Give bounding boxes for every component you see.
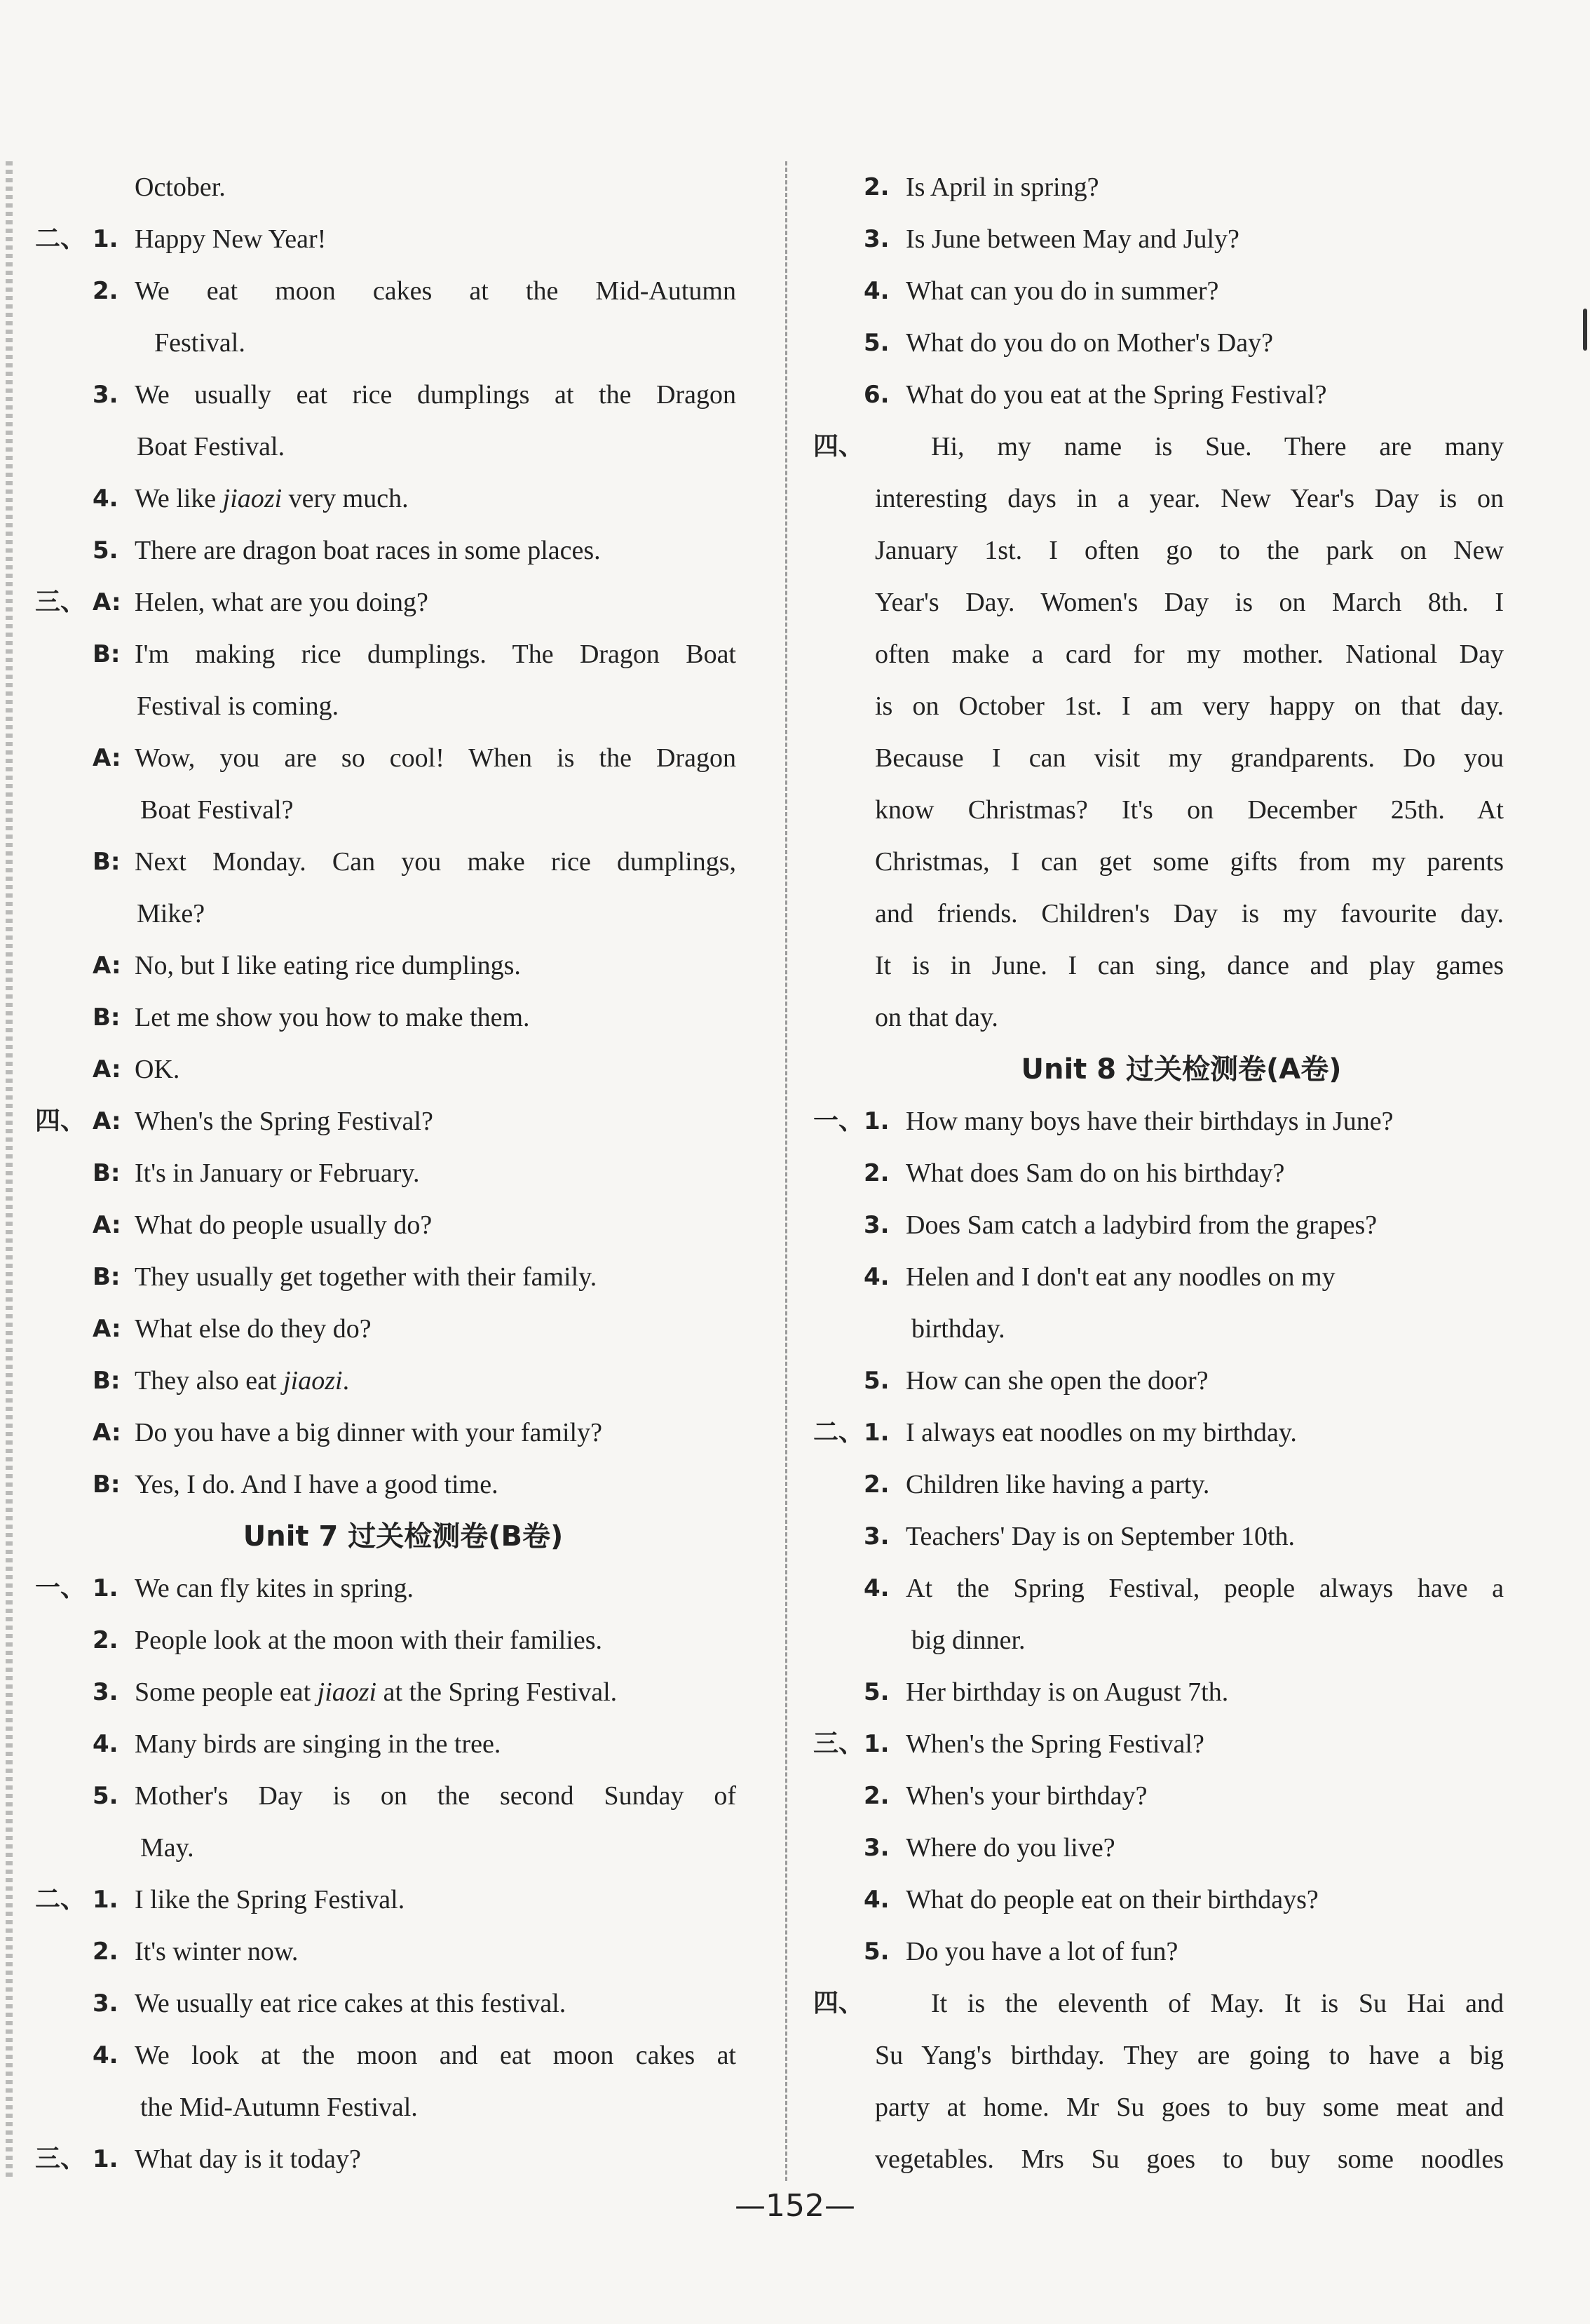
item-number: B: bbox=[93, 640, 121, 668]
answer-line bbox=[813, 1251, 1549, 1303]
answer-text: When's the Spring Festival? bbox=[906, 1729, 1204, 1759]
page-number: —152— bbox=[735, 2188, 855, 2224]
answer-text: OK. bbox=[135, 1055, 180, 1084]
answer-line bbox=[813, 421, 1549, 473]
answer-line bbox=[35, 576, 771, 628]
item-number: 5. bbox=[93, 536, 118, 565]
answer-text: often make a card for my mother. National Day bbox=[875, 640, 1504, 669]
answer-text: know Christmas? It's on December 25th. At bbox=[875, 795, 1504, 825]
answer-line bbox=[813, 1770, 1549, 1822]
item-number: 3. bbox=[864, 1522, 890, 1551]
column-divider bbox=[785, 161, 787, 2181]
item-number: A: bbox=[93, 588, 121, 616]
answer-line bbox=[35, 940, 771, 992]
answer-text: Let me show you how to make them. bbox=[135, 1003, 530, 1032]
answer-text: What do people eat on their birthdays? bbox=[906, 1885, 1319, 1914]
item-number: 5. bbox=[93, 1782, 118, 1810]
answer-text: vegetables. Mrs Su goes to buy some noodles bbox=[875, 2144, 1504, 2174]
answer-text: Helen and I don't eat any noodles on my bbox=[906, 1262, 1336, 1292]
answer-text: Some people eat jiaozi at the Spring Festival. bbox=[135, 1677, 618, 1707]
item-number: B: bbox=[93, 1004, 121, 1032]
item-number: B: bbox=[93, 1263, 121, 1291]
section-marker: 三、 bbox=[813, 1729, 864, 1758]
answer-line bbox=[35, 1147, 771, 1199]
answer-text: What else do they do? bbox=[135, 1314, 372, 1344]
section-marker: 三、 bbox=[35, 588, 86, 616]
answer-line bbox=[35, 1199, 771, 1251]
item-number: B: bbox=[93, 1367, 121, 1395]
item-number: 5. bbox=[864, 1938, 890, 1966]
answer-line bbox=[813, 1718, 1549, 1770]
item-number: 4. bbox=[864, 1574, 890, 1602]
item-number: 5. bbox=[864, 329, 890, 357]
item-number: 6. bbox=[864, 381, 890, 409]
item-number: B: bbox=[93, 1471, 121, 1499]
answer-line bbox=[35, 1874, 771, 1926]
section-marker: 一、 bbox=[35, 1574, 86, 1602]
section-marker: 二、 bbox=[35, 224, 86, 253]
answer-line bbox=[813, 1147, 1549, 1199]
answer-text: interesting days in a year. New Year's Day is on bbox=[875, 484, 1504, 513]
answer-text: Do you have a lot of fun? bbox=[906, 1937, 1178, 1966]
continuation-line bbox=[813, 628, 1549, 680]
continuation-line bbox=[813, 940, 1549, 992]
answer-text: birthday. bbox=[911, 1314, 1005, 1344]
answer-line bbox=[35, 1407, 771, 1459]
answer-text: What does Sam do on his birthday? bbox=[906, 1158, 1285, 1188]
edge-mark bbox=[1583, 309, 1587, 351]
answer-text: Wow, you are so cool! When is the Dragon bbox=[135, 743, 736, 773]
answer-text: We look at the moon and eat moon cakes at bbox=[135, 2041, 736, 2070]
answer-line bbox=[35, 1770, 771, 1822]
answer-text: Boat Festival. bbox=[137, 432, 285, 461]
answer-line bbox=[813, 317, 1549, 369]
answer-text: Teachers' Day is on September 10th. bbox=[906, 1522, 1296, 1551]
answer-line bbox=[35, 1614, 771, 1666]
answer-text: Year's Day. Women's Day is on March 8th. I bbox=[875, 588, 1504, 617]
item-number: 4. bbox=[864, 277, 890, 305]
answer-line bbox=[813, 1822, 1549, 1874]
section-marker: 四、 bbox=[35, 1107, 86, 1135]
answer-line bbox=[813, 1978, 1549, 2029]
answer-text: We eat moon cakes at the Mid-Autumn bbox=[135, 276, 736, 306]
answer-text: Christmas, I can get some gifts from my parents bbox=[875, 847, 1504, 877]
continuation-line bbox=[813, 732, 1549, 784]
item-number: 3. bbox=[864, 225, 890, 253]
answer-line bbox=[813, 1511, 1549, 1562]
answer-line bbox=[35, 369, 771, 421]
item-number: 2. bbox=[864, 1782, 890, 1810]
answer-text: Boat Festival? bbox=[140, 795, 294, 825]
answer-text: It is in June. I can sing, dance and play games bbox=[875, 951, 1504, 980]
answer-line bbox=[813, 1355, 1549, 1407]
answer-line bbox=[813, 1407, 1549, 1459]
answer-text: October. bbox=[135, 173, 226, 202]
unit-heading: Unit 8 过关检测卷(A卷) bbox=[1021, 1053, 1342, 1086]
answer-line bbox=[813, 1199, 1549, 1251]
item-number: 1. bbox=[93, 1574, 118, 1602]
continuation-line bbox=[813, 1614, 1549, 1666]
answer-line bbox=[35, 1043, 771, 1095]
answer-text: At the Spring Festival, people always have a bbox=[906, 1574, 1504, 1603]
answer-text: Mike? bbox=[137, 899, 205, 928]
answer-text: Hi, my name is Sue. There are many bbox=[931, 432, 1504, 461]
answer-line bbox=[35, 213, 771, 265]
answer-text: is on October 1st. I am very happy on that day. bbox=[875, 691, 1504, 721]
answer-line bbox=[35, 836, 771, 888]
item-number: 4. bbox=[864, 1263, 890, 1291]
right-column bbox=[813, 161, 1549, 2185]
item-number: 2. bbox=[864, 1159, 890, 1187]
item-number: 1. bbox=[93, 2145, 118, 2173]
item-number: A: bbox=[93, 952, 121, 980]
continuation-line bbox=[35, 421, 771, 473]
answer-line bbox=[35, 992, 771, 1043]
answer-text: How can she open the door? bbox=[906, 1366, 1209, 1396]
answer-text: Does Sam catch a ladybird from the grapes? bbox=[906, 1210, 1378, 1240]
answer-text: Next Monday. Can you make rice dumplings, bbox=[135, 847, 736, 877]
continuation-line bbox=[813, 2081, 1549, 2133]
answer-line bbox=[35, 1095, 771, 1147]
answer-line bbox=[813, 265, 1549, 317]
answer-line bbox=[35, 2029, 771, 2081]
continuation-line bbox=[813, 836, 1549, 888]
answer-text: What do people usually do? bbox=[135, 1210, 433, 1240]
answer-line bbox=[35, 1926, 771, 1978]
answer-text: Children like having a party. bbox=[906, 1470, 1210, 1499]
item-number: A: bbox=[93, 1315, 121, 1343]
continuation-line bbox=[35, 888, 771, 940]
item-number: 3. bbox=[93, 1989, 118, 2018]
answer-text: They also eat jiaozi. bbox=[135, 1366, 350, 1396]
answer-line bbox=[35, 2133, 771, 2185]
answer-line bbox=[35, 1666, 771, 1718]
item-number: 4. bbox=[864, 1886, 890, 1914]
continuation-line bbox=[813, 680, 1549, 732]
answer-text: Is April in spring? bbox=[906, 173, 1099, 202]
item-number: 1. bbox=[864, 1107, 890, 1135]
answer-line bbox=[35, 1303, 771, 1355]
answer-line bbox=[813, 1874, 1549, 1926]
answer-text: Where do you live? bbox=[906, 1833, 1115, 1863]
answer-text: How many boys have their birthdays in June? bbox=[906, 1107, 1394, 1136]
answer-text: We usually eat rice dumplings at the Dragon bbox=[135, 380, 736, 410]
answer-text: Because I can visit my grandparents. Do you bbox=[875, 743, 1504, 773]
answer-line bbox=[813, 1095, 1549, 1147]
answer-line bbox=[35, 1562, 771, 1614]
answer-text: We can fly kites in spring. bbox=[135, 1574, 414, 1603]
item-number: 5. bbox=[864, 1678, 890, 1706]
item-number: 5. bbox=[864, 1367, 890, 1395]
answer-text: Festival. bbox=[154, 328, 245, 358]
continuation-line bbox=[813, 888, 1549, 940]
item-number: 1. bbox=[864, 1730, 890, 1758]
answer-line bbox=[35, 525, 771, 576]
item-number: 2. bbox=[864, 173, 890, 201]
answer-line bbox=[35, 732, 771, 784]
continuation-line bbox=[35, 317, 771, 369]
continuation-line bbox=[813, 2133, 1549, 2185]
answer-text: and friends. Children's Day is my favourite day. bbox=[875, 899, 1504, 928]
answer-text: It's winter now. bbox=[135, 1937, 299, 1966]
continuation-line bbox=[35, 1822, 771, 1874]
answer-text: Yes, I do. And I have a good time. bbox=[135, 1470, 498, 1499]
binding-border bbox=[6, 161, 13, 2181]
continuation-line bbox=[813, 473, 1549, 525]
answer-line bbox=[35, 1251, 771, 1303]
answer-line bbox=[813, 1562, 1549, 1614]
section-marker: 二、 bbox=[813, 1418, 864, 1447]
continuation-line bbox=[813, 992, 1549, 1043]
item-number: 4. bbox=[93, 2041, 118, 2069]
item-number: B: bbox=[93, 1159, 121, 1187]
continuation-line bbox=[813, 2029, 1549, 2081]
answer-text: Helen, what are you doing? bbox=[135, 588, 428, 617]
section-marker: 四、 bbox=[813, 432, 864, 461]
item-number: A: bbox=[93, 1055, 121, 1083]
item-number: A: bbox=[93, 1419, 121, 1447]
item-number: 1. bbox=[93, 225, 118, 253]
item-number: 1. bbox=[93, 1886, 118, 1914]
continuation-line bbox=[813, 784, 1549, 836]
continuation-line bbox=[35, 2081, 771, 2133]
answer-line bbox=[35, 628, 771, 680]
answer-text: big dinner. bbox=[911, 1626, 1026, 1655]
answer-text: Happy New Year! bbox=[135, 224, 327, 254]
answer-text: Her birthday is on August 7th. bbox=[906, 1677, 1229, 1707]
left-column bbox=[35, 161, 771, 2185]
answer-text: Is June between May and July? bbox=[906, 224, 1239, 254]
item-number: 3. bbox=[864, 1211, 890, 1239]
section-marker: 四、 bbox=[813, 1989, 864, 2018]
answer-line bbox=[813, 1459, 1549, 1511]
answer-text: What do you eat at the Spring Festival? bbox=[906, 380, 1327, 410]
answer-line bbox=[35, 265, 771, 317]
item-number: 3. bbox=[93, 381, 118, 409]
item-number: 4. bbox=[93, 1730, 118, 1758]
answer-text: on that day. bbox=[875, 1003, 998, 1032]
continuation-line bbox=[35, 784, 771, 836]
answer-line bbox=[813, 1926, 1549, 1978]
item-number: 1. bbox=[864, 1419, 890, 1447]
answer-text: I'm making rice dumplings. The Dragon Boat bbox=[135, 640, 736, 669]
item-number: B: bbox=[93, 848, 121, 876]
answer-line bbox=[35, 1459, 771, 1511]
answer-line bbox=[813, 1666, 1549, 1718]
answer-line bbox=[813, 369, 1549, 421]
section-marker: 二、 bbox=[35, 1885, 86, 1914]
continuation-line bbox=[35, 161, 771, 213]
item-number: 2. bbox=[93, 277, 118, 305]
answer-text: I always eat noodles on my birthday. bbox=[906, 1418, 1297, 1447]
item-number: 2. bbox=[93, 1626, 118, 1654]
item-number: 2. bbox=[864, 1471, 890, 1499]
answer-text: What do you do on Mother's Day? bbox=[906, 328, 1273, 358]
answer-line bbox=[813, 161, 1549, 213]
answer-line bbox=[35, 1718, 771, 1770]
answer-text: Many birds are singing in the tree. bbox=[135, 1729, 501, 1759]
item-number: A: bbox=[93, 744, 121, 772]
item-number: 3. bbox=[93, 1678, 118, 1706]
answer-line bbox=[813, 213, 1549, 265]
answer-text: May. bbox=[140, 1833, 194, 1863]
item-number: 4. bbox=[93, 485, 118, 513]
answer-text: People look at the moon with their families. bbox=[135, 1626, 602, 1655]
answer-text: the Mid-Autumn Festival. bbox=[140, 2093, 418, 2122]
answer-text: When's your birthday? bbox=[906, 1781, 1148, 1811]
answer-text: We like jiaozi very much. bbox=[135, 484, 409, 513]
section-marker: 一、 bbox=[813, 1107, 864, 1135]
continuation-line bbox=[813, 576, 1549, 628]
item-number: A: bbox=[93, 1107, 121, 1135]
answer-text: Do you have a big dinner with your family? bbox=[135, 1418, 602, 1447]
continuation-line bbox=[35, 680, 771, 732]
answer-text: There are dragon boat races in some places. bbox=[135, 536, 601, 565]
answer-text: Festival is coming. bbox=[137, 691, 339, 721]
answer-line bbox=[35, 473, 771, 525]
section-marker: 三、 bbox=[35, 2144, 86, 2173]
answer-text: Mother's Day is on the second Sunday of bbox=[135, 1781, 736, 1811]
answer-text: January 1st. I often go to the park on New bbox=[875, 536, 1504, 565]
item-number: 2. bbox=[93, 1938, 118, 1966]
answer-line bbox=[35, 1978, 771, 2029]
answer-text: I like the Spring Festival. bbox=[135, 1885, 405, 1914]
answer-text: party at home. Mr Su goes to buy some meat and bbox=[875, 2093, 1504, 2122]
answer-text: They usually get together with their family. bbox=[135, 1262, 597, 1292]
answer-text: It is the eleventh of May. It is Su Hai and bbox=[931, 1989, 1504, 2018]
continuation-line bbox=[813, 525, 1549, 576]
item-number: A: bbox=[93, 1211, 121, 1239]
answer-text: When's the Spring Festival? bbox=[135, 1107, 433, 1136]
answer-text: No, but I like eating rice dumplings. bbox=[135, 951, 521, 980]
answer-text: Su Yang's birthday. They are going to have a big bbox=[875, 2041, 1504, 2070]
unit-heading: Unit 7 过关检测卷(B卷) bbox=[243, 1520, 564, 1553]
answer-text: It's in January or February. bbox=[135, 1158, 420, 1188]
continuation-line bbox=[813, 1303, 1549, 1355]
answer-text: We usually eat rice cakes at this festival. bbox=[135, 1989, 566, 2018]
answer-text: What can you do in summer? bbox=[906, 276, 1219, 306]
answer-line bbox=[35, 1355, 771, 1407]
answer-text: What day is it today? bbox=[135, 2144, 361, 2174]
item-number: 3. bbox=[864, 1834, 890, 1862]
